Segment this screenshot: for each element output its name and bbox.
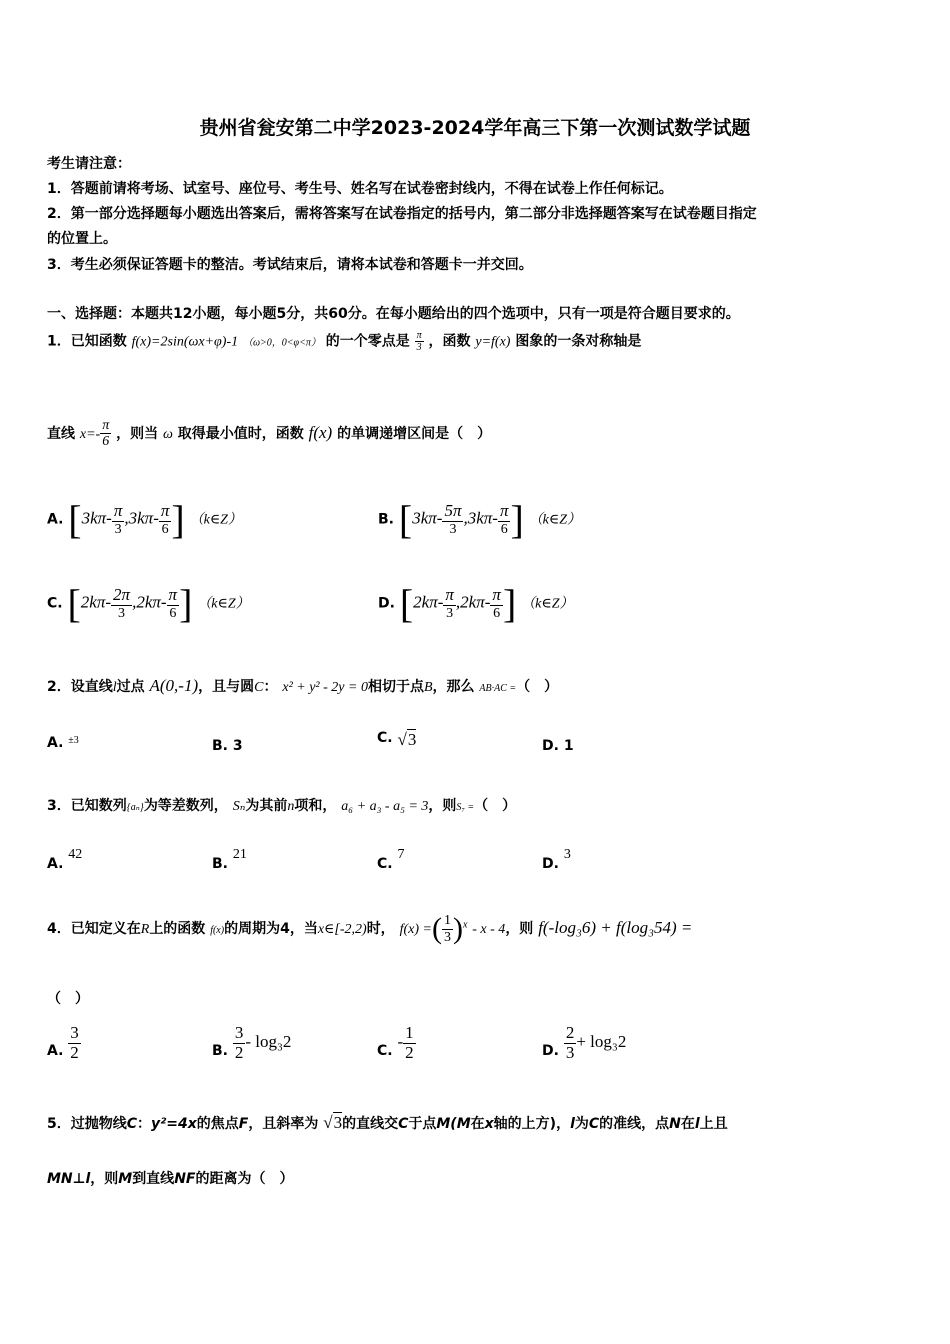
option-label: A.: [47, 735, 64, 751]
q1-axis: x=-: [79, 426, 101, 442]
q5-text: 的距离为（ ）: [195, 1171, 294, 1187]
q5-text: ：: [137, 1116, 152, 1132]
q5-text: ，则: [90, 1171, 119, 1187]
q4-rest: - x - 4: [472, 922, 506, 937]
option-k: （k∈Z）: [189, 512, 242, 528]
q5-N: N: [669, 1116, 681, 1132]
q2-option-c[interactable]: C. √3: [377, 730, 417, 749]
q5-text: ，且斜率为: [248, 1116, 319, 1132]
page-title: 贵州省瓮安第二中学2023-2024学年高三下第一次测试数学试题: [199, 117, 751, 139]
q5-C: C: [398, 1116, 409, 1132]
q4-option-d[interactable]: [542, 1024, 626, 1062]
q3-text: （ ）: [474, 798, 517, 814]
option-value: - log₃2: [245, 1032, 292, 1052]
q4-text: 上的函数: [149, 921, 206, 937]
option-label: D.: [542, 1043, 559, 1060]
q1-text: 的单调递增区间是（ ）: [337, 425, 492, 442]
option-text: 2kπ-: [80, 592, 112, 612]
option-value: 21: [232, 847, 247, 862]
q5-text: 的焦点: [196, 1116, 239, 1132]
q2-text: （ ）: [516, 679, 559, 695]
q5-text: 的直线交: [342, 1116, 399, 1132]
q5-text: 在: [470, 1116, 485, 1132]
option-text: ,2kπ-: [455, 592, 491, 612]
q1-option-a[interactable]: A. [3kπ- $\frac{\pi}{3}$ ,3kπ- $\frac{\pi}{6}$ ] （k∈Z）: [47, 497, 242, 542]
option-value: ±3: [68, 735, 79, 746]
q4-option-c[interactable]: [377, 1024, 416, 1062]
option-label: B.: [212, 738, 228, 754]
q1-text: 直线: [47, 425, 75, 442]
q1-text: 取得最小值时，函数: [177, 425, 304, 442]
q4-domain: x∈[-2,2): [317, 922, 367, 937]
q5-parabola: y²=4x: [151, 1116, 197, 1132]
option-k: （k∈Z）: [521, 596, 574, 612]
option-text: 3kπ-: [412, 508, 443, 528]
question-5-line-2: [47, 1168, 293, 1188]
q4-lhs: f(x) =: [399, 922, 432, 937]
option-fraction: $\frac{1}{2}$: [405, 1023, 414, 1062]
section-heading: 一、选择题：本题共12小题，每小题5分，共60分。在每小题给出的四个选项中，只有一项是符合题目要求的。: [47, 306, 740, 322]
option-fraction: $\frac{\pi}{3}$: [445, 584, 454, 621]
notice-item-1: 1．答题前请将考场、试室号、座位号、考生号、姓名写在试卷密封线内，不得在试卷上作任何标记。: [47, 181, 673, 197]
question-3: [47, 795, 516, 815]
q4-expression: f(-log₃6) + f(log₃54) =: [538, 918, 693, 937]
q5-text: 于点: [408, 1116, 437, 1132]
option-label: B.: [212, 1043, 228, 1060]
q4-base-fraction: $\frac{1}{3}$: [443, 913, 451, 945]
q1-text: 的一个零点是: [325, 333, 410, 350]
q3-text: ，则: [428, 798, 457, 814]
option-fraction: $\frac{3}{2}$: [70, 1023, 79, 1062]
option-fraction: $\frac{2}{3}$: [565, 1023, 575, 1062]
q3-text: 项和，: [294, 798, 337, 814]
q4-text: 的周期为4，当: [224, 921, 318, 937]
option-k: （k∈Z）: [528, 512, 582, 528]
q4-text: 时，: [366, 921, 395, 937]
option-label: D.: [378, 595, 395, 612]
q5-F: F: [238, 1116, 249, 1132]
q2-text: 2．设直线: [47, 679, 113, 695]
option-label: C.: [377, 1043, 393, 1060]
q3-option-a[interactable]: [47, 846, 83, 872]
q1-text: 1．已知函数: [47, 333, 127, 350]
q5-C: C: [126, 1116, 138, 1132]
notice-item-2a: 2．第一部分选择题每小题选出答案后，需将答案写在试卷指定的括号内，第二部分非选择题答案写在试卷题目指定: [47, 206, 757, 222]
q5-text: 在: [680, 1116, 695, 1132]
q1-condition: （ω>0，0<φ<π）: [243, 337, 321, 349]
option-fraction: $\frac{\pi}{6}$: [168, 584, 178, 621]
option-fraction: $\frac{\pi}{3}$: [113, 500, 123, 537]
q4-R: R: [140, 922, 150, 937]
q5-text: 上且: [699, 1116, 728, 1132]
q3-equation: a₆ + a₃ - a₅ = 3: [341, 799, 429, 814]
option-value: 3: [232, 738, 243, 754]
q1-option-c[interactable]: C. [2kπ- $\frac{2\pi}{3}$ ,2kπ- $\frac{\pi}{6}$ ] （k∈Z）: [47, 581, 250, 626]
option-text: ,3kπ-: [463, 508, 498, 528]
q5-M: M: [118, 1171, 133, 1187]
q1-function-2: y=f(x): [475, 334, 511, 350]
option-k: （k∈Z）: [197, 596, 250, 612]
q2-text: 过点: [116, 679, 145, 695]
question-1-line-2: [47, 418, 491, 450]
q2-point-b: B: [423, 680, 433, 695]
q2-vector-product: AB·AC =: [479, 683, 517, 694]
q1-text: ，函数: [428, 333, 471, 350]
option-label: C.: [377, 730, 393, 746]
option-fraction: $\frac{5\pi}{3}$: [444, 500, 462, 537]
notice-item-3: 3．考生必须保证答题卡的整洁。考试结束后，请将本试卷和答题卡一并交回。: [47, 257, 533, 273]
option-text: 3kπ-: [81, 508, 112, 528]
q5-text: 到直线: [132, 1171, 175, 1187]
q1-axis-fraction: $\frac{\pi}{6}$: [102, 418, 110, 450]
option-value: 7: [397, 847, 405, 862]
q5-text: 5．过抛物线: [47, 1116, 127, 1132]
q4-fx: f(x): [210, 925, 225, 936]
option-value: 1: [563, 738, 574, 754]
option-sign: -: [397, 1032, 404, 1052]
notice-heading: 考生请注意：: [47, 156, 131, 172]
q5-text: 为: [574, 1116, 589, 1132]
q3-s7: S₇ =: [456, 802, 475, 813]
option-fraction: $\frac{2\pi}{3}$: [113, 584, 131, 621]
q3-option-b[interactable]: [212, 846, 247, 872]
option-text: 2kπ-: [413, 592, 444, 612]
q2-text: 相切于点: [367, 679, 424, 695]
q5-slope: 3: [333, 1113, 343, 1132]
q2-circle-equation: x² + y² - 2y = 0: [282, 680, 368, 695]
option-label: C.: [377, 856, 393, 872]
q1-zero-fraction: $\frac{\pi}{3}$: [416, 330, 422, 353]
q1-fx: f(x): [308, 422, 333, 442]
option-text: ,2kπ-: [132, 592, 167, 612]
q1-omega: ω: [162, 426, 173, 442]
option-label: B.: [212, 856, 228, 872]
option-label: B.: [378, 511, 394, 528]
option-fraction: $\frac{\pi}{6}$: [160, 500, 170, 537]
q1-function: f(x)=2sin(ωx+φ)-1: [131, 334, 239, 350]
q5-NF: NF: [174, 1171, 196, 1187]
q1-text: 图象的一条对称轴是: [515, 333, 642, 350]
q2-text: ，那么: [432, 679, 475, 695]
q4-text: ，则: [505, 921, 534, 937]
option-value: 42: [68, 847, 83, 862]
q5-text: 轴的上方)，: [493, 1116, 571, 1132]
q5-x: x: [484, 1116, 494, 1132]
q3-option-c[interactable]: [377, 846, 405, 872]
q3-text: 为其前: [245, 798, 288, 814]
q5-l: l: [570, 1116, 575, 1132]
option-label: A.: [47, 511, 64, 528]
option-text: ,3kπ-: [124, 508, 159, 528]
q1-text: ，则当: [116, 425, 159, 442]
option-label: A.: [47, 856, 64, 872]
option-label: C.: [47, 595, 63, 612]
q5-text: 的准线，点: [599, 1116, 670, 1132]
q3-sn: Sₙ: [232, 799, 246, 814]
question-5-line-1: 5．过抛物线C：y²=4x的焦点F，且斜率为 √3的直线交C于点M(M在x轴的上方)，l为C的准线，点N在l上且: [47, 1113, 728, 1132]
option-fraction: $\frac{\pi}{6}$: [499, 500, 509, 537]
option-fraction: $\frac{\pi}{6}$: [492, 584, 501, 621]
q2-point-a: A(0,-1): [149, 676, 199, 695]
q2-option-b[interactable]: [212, 738, 243, 754]
q3-n: n: [287, 799, 295, 814]
q2-text: ，且与圆: [198, 679, 255, 695]
q3-text: 3．已知数列: [47, 798, 127, 814]
q3-text: 为等差数列，: [143, 798, 228, 814]
option-label: D.: [542, 738, 559, 754]
q5-perpendicular: MN⊥l: [47, 1171, 91, 1187]
q5-C: C: [588, 1116, 600, 1132]
q3-option-d[interactable]: [542, 846, 571, 872]
option-label: A.: [47, 1043, 64, 1060]
q3-sequence: {aₙ}: [126, 802, 144, 813]
q4-exponent: x: [462, 919, 468, 931]
q1-option-b[interactable]: B. [3kπ- $\frac{5\pi}{3}$ ,3kπ- $\frac{\pi}{6}$ ] （k∈Z）: [378, 497, 582, 542]
q4-option-a[interactable]: [47, 1024, 81, 1062]
option-value: 3: [407, 730, 417, 749]
option-value: 3: [563, 847, 571, 862]
q2-option-a[interactable]: [47, 735, 79, 751]
notice-item-2b: 的位置上。: [47, 231, 117, 247]
q4-text: 4．已知定义在: [47, 921, 141, 937]
question-4: 4．已知定义在R上的函数 f(x)的周期为4，当x∈[-2,2)时， f(x) =( $\frac{1}{3}$ )$^x$ - x - 4，则 f(-log₃6) + f(log₃54) =: [47, 912, 693, 945]
question-1-line-1: [47, 330, 641, 353]
q4-option-b[interactable]: [212, 1024, 291, 1062]
q4-answer-blank: （ ）: [47, 991, 89, 1007]
question-2: [47, 676, 558, 696]
q2-text: ：: [263, 679, 278, 695]
option-fraction: $\frac{3}{2}$: [234, 1023, 244, 1062]
q5-M: M(M: [436, 1116, 471, 1132]
q2-option-d[interactable]: [542, 738, 574, 754]
q1-option-d[interactable]: D. [2kπ- $\frac{\pi}{3}$ ,2kπ- $\frac{\pi}{6}$ ] （k∈Z）: [378, 581, 574, 626]
option-value: + log₃2: [576, 1032, 627, 1052]
option-label: D.: [542, 856, 559, 872]
q2-circle-c: C: [254, 680, 264, 695]
q2-line-l: l: [112, 680, 117, 695]
q5-l: l: [694, 1116, 700, 1132]
